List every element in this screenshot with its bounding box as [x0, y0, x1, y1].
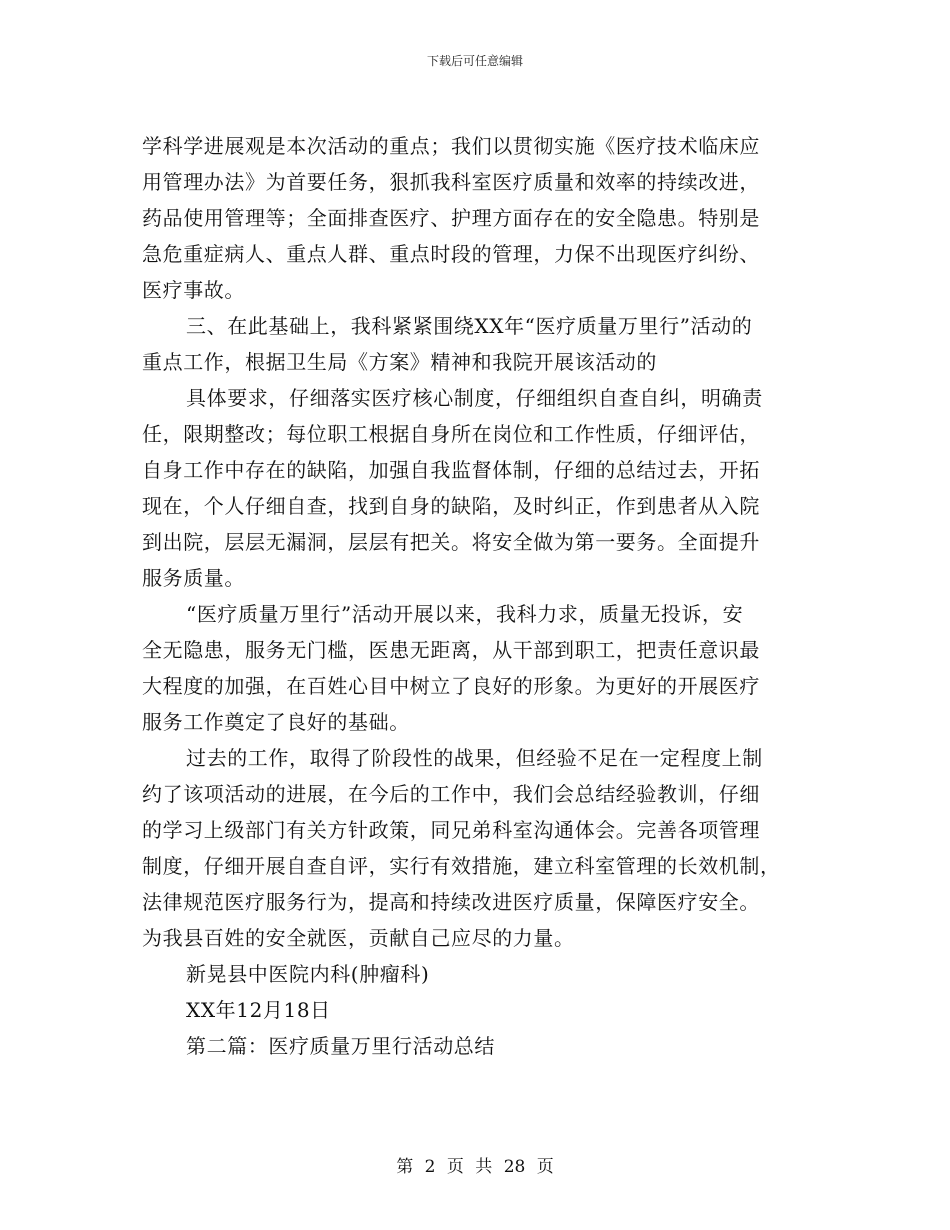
document-body: [142, 128, 810, 1064]
text-line: 服务工作奠定了良好的基础。: [142, 710, 410, 734]
text-line: 重点工作，根据卫生局《方案》精神和我院开展该活动的: [142, 350, 657, 374]
text-line: 医疗事故。: [142, 278, 245, 302]
signature-department: 新晃县中医院内科(肿瘤科): [186, 962, 430, 986]
text-line: 用管理办法》为首要任务，狠抓我科室医疗质量和效率的持续改进，: [142, 170, 760, 194]
text-line: 制度，仔细开展自查自评，实行有效措施，建立科室管理的长效机制，: [142, 854, 781, 878]
text-line: 急危重症病人、重点人群、重点时段的管理，力保不出现医疗纠纷、: [142, 242, 760, 266]
text-line: 学科学进展观是本次活动的重点；我们以贯彻实施《医疗技术临床应: [142, 134, 760, 158]
text-line: 服务质量。: [142, 566, 245, 590]
text-line: 大程度的加强，在百姓心目中树立了良好的形象。为更好的开展医疗: [142, 674, 760, 698]
text-line: 现在，个人仔细自查，找到自身的缺陷，及时纠正，作到患者从入院: [142, 494, 760, 518]
section-heading: 第二篇：医疗质量万里行活动总结: [186, 1034, 495, 1058]
page-number: 第 2 页 共 28 页: [396, 1157, 554, 1177]
text-line: “医疗质量万里行”活动开展以来，我科力求，质量无投诉，安: [186, 602, 744, 626]
text-line: 法律规范医疗服务行为，提高和持续改进医疗质量，保障医疗安全。: [142, 890, 760, 914]
text-line: 全无隐患，服务无门槛，医患无距离，从干部到职工，把责任意识最: [142, 638, 760, 662]
text-line: 自身工作中存在的缺陷，加强自我监督体制，仔细的总结过去，开拓: [142, 458, 760, 482]
text-line: 过去的工作，取得了阶段性的战果，但经验不足在一定程度上制: [186, 746, 763, 770]
page-header-note: 下载后可任意编辑: [426, 54, 523, 68]
text-line: 的学习上级部门有关方针政策，同兄弟科室沟通体会。完善各项管理: [142, 818, 760, 842]
text-line: 到出院，层层无漏洞，层层有把关。将安全做为第一要务。全面提升: [142, 530, 760, 554]
text-line: 具体要求，仔细落实医疗核心制度，仔细组织自查自纠，明确责: [186, 386, 763, 410]
text-line: 约了该项活动的进展，在今后的工作中，我们会总结经验教训，仔细: [142, 782, 760, 806]
text-line: 任，限期整改；每位职工根据自身所在岗位和工作性质，仔细评估，: [142, 422, 760, 446]
text-line: 药品使用管理等；全面排查医疗、护理方面存在的安全隐患。特别是: [142, 206, 760, 230]
text-line: 三、在此基础上，我科紧紧围绕XX年“医疗质量万里行”活动的: [186, 314, 753, 338]
text-line: 为我县百姓的安全就医，贡献自己应尽的力量。: [142, 926, 575, 950]
signature-date: XX年12月18日: [186, 998, 331, 1022]
